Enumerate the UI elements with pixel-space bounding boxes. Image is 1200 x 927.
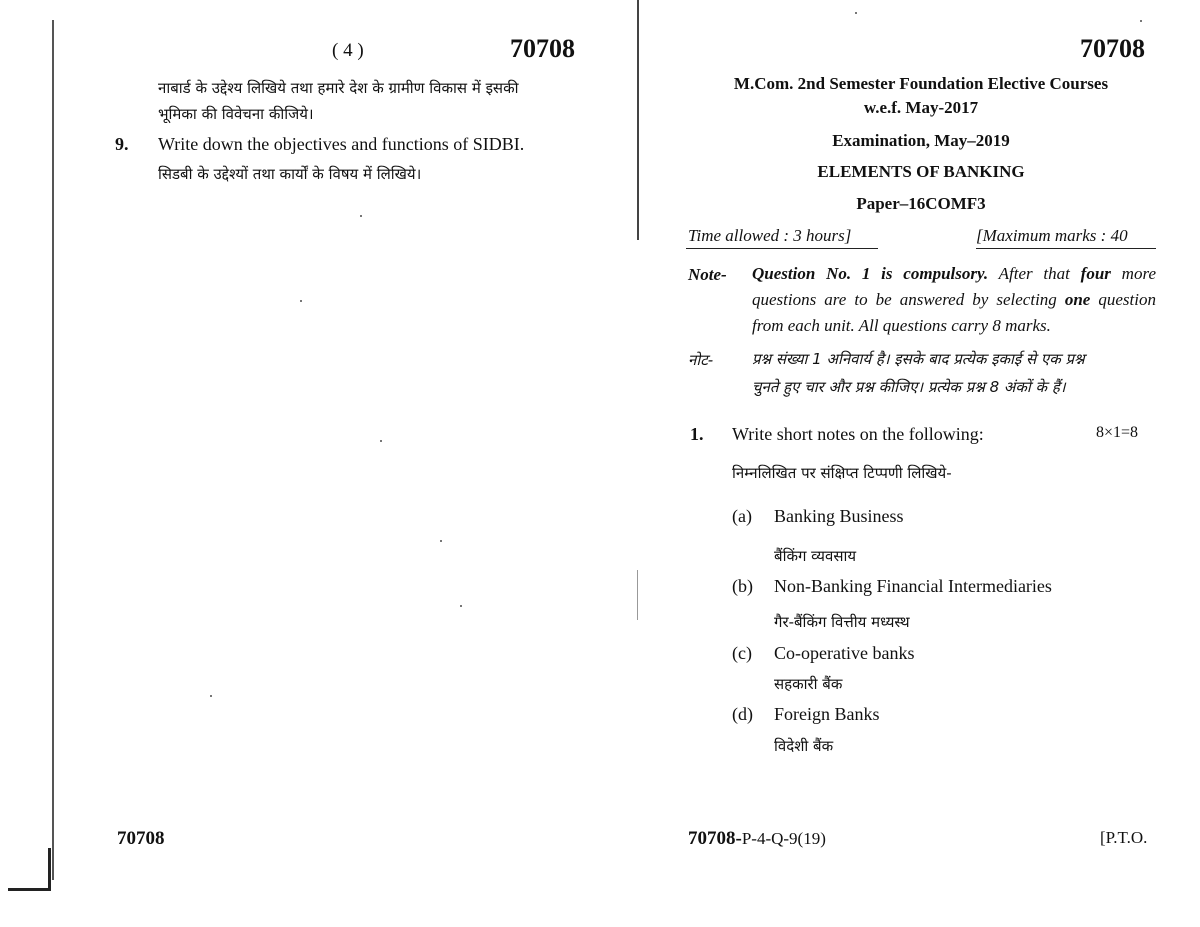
corner-scan-mark xyxy=(8,848,51,891)
note-label: Note- xyxy=(688,265,727,284)
note-four: four xyxy=(1080,264,1111,283)
left-edge-line xyxy=(52,20,54,880)
scan-speck xyxy=(360,215,362,217)
q8-hindi-line1: नाबार्ड के उद्देश्य लिखिये तथा हमारे देश के ग्रामीण विकास में इसकी xyxy=(158,79,519,97)
right-footer-code-bold: 70708- xyxy=(688,828,742,849)
right-footer-code-rest: P-4-Q-9(19) xyxy=(741,829,826,848)
q9-number: 9. xyxy=(115,134,129,154)
q1-hindi: निम्नलिखित पर संक्षिप्त टिप्पणी लिखिये- xyxy=(732,464,952,482)
scan-speck xyxy=(855,12,857,14)
course-line1: M.Com. 2nd Semester Foundation Elective Courses xyxy=(733,74,1109,93)
time-allowed: Time allowed : 3 hours] xyxy=(688,226,852,245)
note-segment-6: question from each unit. All questions carry 8 marks. xyxy=(752,290,1156,335)
course-line2: w.e.f. May-2017 xyxy=(863,98,979,117)
item-a-hindi: बैंकिंग व्यवसाय xyxy=(774,547,857,565)
note-hindi-line2: चुनते हुए चार और प्रश्न कीजिए। प्रत्येक प्रश्न 8 अंकों के हैं। xyxy=(752,378,1066,396)
q1-english: Write short notes on the following: xyxy=(732,424,984,444)
item-b-hindi: गैर-बैंकिंग वित्तीय मध्यस्थ xyxy=(774,613,910,631)
note-text xyxy=(752,261,1156,339)
right-footer-code xyxy=(688,828,826,850)
exam-title: Examination, May–2019 xyxy=(832,131,1010,150)
item-d-label: (d) xyxy=(732,704,753,724)
scan-speck xyxy=(300,300,302,302)
q1-marks: 8×1=8 xyxy=(1096,424,1139,441)
scan-speck xyxy=(440,540,442,542)
pto-label: [P.T.O. xyxy=(1100,828,1148,847)
subject-title: ELEMENTS OF BANKING xyxy=(817,162,1025,181)
q1-number: 1. xyxy=(690,424,704,444)
paper-title: Paper–16COMF3 xyxy=(856,194,986,213)
item-a-english: Banking Business xyxy=(774,506,904,526)
note-segment-2: After that xyxy=(988,264,1081,283)
left-paper-code: 70708 xyxy=(510,34,575,63)
marks-underline xyxy=(976,248,1156,249)
scan-speck xyxy=(1140,20,1142,22)
note-one: one xyxy=(1064,290,1091,309)
item-b-english: Non-Banking Financial Intermediaries xyxy=(774,576,1052,596)
scan-speck xyxy=(380,440,382,442)
note-hindi-label: नोट- xyxy=(688,351,714,369)
note-compulsory: Question No. 1 is compulsory. xyxy=(752,264,989,283)
scan-speck xyxy=(460,605,462,607)
left-footer-code: 70708 xyxy=(117,828,165,849)
item-a-label: (a) xyxy=(732,506,752,526)
item-d-hindi: विदेशी बैंक xyxy=(774,737,834,755)
item-b-label: (b) xyxy=(732,576,753,596)
q9-english: Write down the objectives and functions of SIDBI. xyxy=(158,134,525,154)
item-c-english: Co-operative banks xyxy=(774,643,915,663)
item-c-hindi: सहकारी बैंक xyxy=(774,675,843,693)
scan-speck xyxy=(210,695,212,697)
item-c-label: (c) xyxy=(732,643,752,663)
max-marks: [Maximum marks : 40 xyxy=(976,226,1128,245)
left-page-label: ( 4 ) xyxy=(332,40,364,61)
q8-hindi-line2: भूमिका की विवेचना कीजिये। xyxy=(158,105,314,123)
time-underline xyxy=(686,248,878,249)
note-segment-4: more questions are to be answered by selecting xyxy=(752,264,1156,309)
q9-hindi: सिडबी के उद्देश्यों तथा कार्यों के विषय में लिखिये। xyxy=(158,165,422,183)
note-hindi-line1: प्रश्न संख्या 1 अनिवार्य है। इसके बाद प्रत्येक इकाई से एक प्रश्न xyxy=(752,350,1085,368)
item-d-english: Foreign Banks xyxy=(774,704,880,724)
center-fold-line xyxy=(637,0,639,240)
center-fold-line-lower xyxy=(637,570,638,620)
right-paper-code: 70708 xyxy=(1080,34,1145,63)
